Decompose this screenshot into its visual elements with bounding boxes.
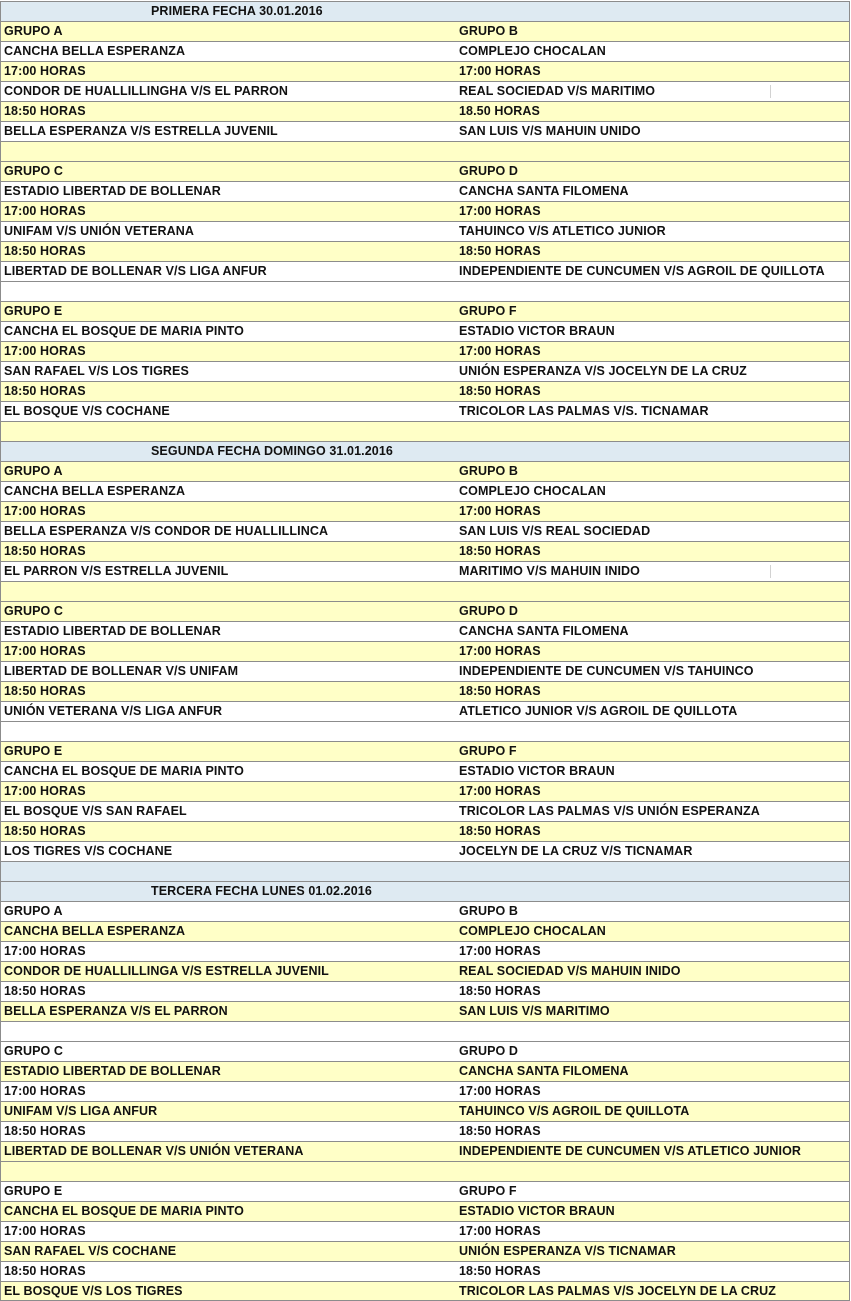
time-label-right: 17:00 HORAS <box>459 644 541 658</box>
match-row <box>0 361 850 381</box>
group-label-right: GRUPO B <box>459 464 519 478</box>
group-label-left: GRUPO E <box>4 304 63 318</box>
time-label-right: 18:50 HORAS <box>459 984 541 998</box>
time-row <box>0 821 850 841</box>
venue-label-right: ESTADIO VICTOR BRAUN <box>459 1204 615 1218</box>
time-row <box>0 341 850 361</box>
match-label-left: EL BOSQUE V/S SAN RAFAEL <box>4 804 187 818</box>
time-label-right: 17:00 HORAS <box>459 204 541 218</box>
match-label-left: CONDOR DE HUALLILLINGHA V/S EL PARRON <box>4 84 289 98</box>
match-row <box>0 801 850 821</box>
group-label-right: GRUPO F <box>459 744 517 758</box>
time-row <box>0 241 850 261</box>
match-label-right: UNIÓN ESPERANZA V/S TICNAMAR <box>459 1244 676 1258</box>
match-label-left: EL BOSQUE V/S LOS TIGRES <box>4 1284 183 1298</box>
venue-label-left: ESTADIO LIBERTAD DE BOLLENAR <box>4 184 221 198</box>
match-label-left: EL PARRON V/S ESTRELLA JUVENIL <box>4 564 229 578</box>
group-label-right: GRUPO D <box>459 604 519 618</box>
match-label-right: REAL SOCIEDAD V/S MAHUIN INIDO <box>459 964 681 978</box>
match-label-left: BELLA ESPERANZA V/S ESTRELLA JUVENIL <box>4 124 278 138</box>
match-label-right: ATLETICO JUNIOR V/S AGROIL DE QUILLOTA <box>459 704 738 718</box>
group-row <box>0 901 850 921</box>
time-row <box>0 381 850 401</box>
venue-label-right: COMPLEJO CHOCALAN <box>459 484 606 498</box>
fecha-header-row <box>0 1 850 21</box>
match-label-left: LIBERTAD DE BOLLENAR V/S UNIFAM <box>4 664 239 678</box>
time-label-right: 18:50 HORAS <box>459 544 541 558</box>
time-label-left: 17:00 HORAS <box>4 784 86 798</box>
venue-label-left: CANCHA EL BOSQUE DE MARIA PINTO <box>4 324 244 338</box>
spacer-row <box>0 581 850 601</box>
match-label-left: UNIFAM V/S UNIÓN VETERANA <box>4 224 195 238</box>
time-row <box>0 641 850 661</box>
venue-label-right: COMPLEJO CHOCALAN <box>459 924 606 938</box>
match-label-left: EL BOSQUE V/S COCHANE <box>4 404 170 418</box>
venue-row <box>0 41 850 61</box>
match-label-right: SAN LUIS V/S REAL SOCIEDAD <box>459 524 651 538</box>
time-row <box>0 781 850 801</box>
match-row <box>0 121 850 141</box>
spacer-row <box>0 861 850 881</box>
time-label-left: 17:00 HORAS <box>4 504 86 518</box>
time-label-left: 18:50 HORAS <box>4 824 86 838</box>
venue-row <box>0 921 850 941</box>
venue-label-left: CANCHA BELLA ESPERANZA <box>4 484 186 498</box>
group-label-left: GRUPO C <box>4 1044 64 1058</box>
time-label-left: 17:00 HORAS <box>4 944 86 958</box>
group-label-left: GRUPO C <box>4 164 64 178</box>
spacer-row <box>0 721 850 741</box>
time-label-right: 18:50 HORAS <box>459 384 541 398</box>
venue-label-right: CANCHA SANTA FILOMENA <box>459 624 629 638</box>
venue-label-right: CANCHA SANTA FILOMENA <box>459 1064 629 1078</box>
time-row <box>0 541 850 561</box>
group-label-right: GRUPO D <box>459 1044 519 1058</box>
fecha-header-row <box>0 881 850 901</box>
venue-label-right: COMPLEJO CHOCALAN <box>459 44 606 58</box>
time-label-left: 18:50 HORAS <box>4 384 86 398</box>
match-row <box>0 1241 850 1261</box>
match-row <box>0 1141 850 1161</box>
venue-label-left: CANCHA BELLA ESPERANZA <box>4 44 186 58</box>
time-label-right: 17:00 HORAS <box>459 944 541 958</box>
group-label-left: GRUPO E <box>4 1184 63 1198</box>
venue-label-left: CANCHA EL BOSQUE DE MARIA PINTO <box>4 1204 244 1218</box>
group-label-right: GRUPO D <box>459 164 519 178</box>
time-label-left: 17:00 HORAS <box>4 1224 86 1238</box>
venue-label-left: CANCHA EL BOSQUE DE MARIA PINTO <box>4 764 244 778</box>
spacer-row <box>0 1161 850 1181</box>
time-label-right: 18:50 HORAS <box>459 1264 541 1278</box>
group-label-left: GRUPO C <box>4 604 64 618</box>
match-label-right: TRICOLOR LAS PALMAS V/S UNIÓN ESPERANZA <box>459 804 760 818</box>
venue-row <box>0 181 850 201</box>
fecha-title: TERCERA FECHA LUNES 01.02.2016 <box>151 884 372 898</box>
match-label-left: UNIÓN VETERANA V/S LIGA ANFUR <box>4 704 223 718</box>
time-row <box>0 941 850 961</box>
cell-gridline-mark <box>770 85 771 98</box>
time-label-left: 18:50 HORAS <box>4 104 86 118</box>
time-label-right: 18:50 HORAS <box>459 1124 541 1138</box>
time-row <box>0 61 850 81</box>
time-label-left: 18:50 HORAS <box>4 1124 86 1138</box>
fecha-title: SEGUNDA FECHA DOMINGO 31.01.2016 <box>151 444 393 458</box>
time-label-left: 17:00 HORAS <box>4 64 86 78</box>
time-label-left: 18:50 HORAS <box>4 544 86 558</box>
spacer-row <box>0 281 850 301</box>
match-label-right: UNIÓN ESPERANZA V/S JOCELYN DE LA CRUZ <box>459 364 747 378</box>
match-label-left: BELLA ESPERANZA V/S EL PARRON <box>4 1004 228 1018</box>
time-row <box>0 681 850 701</box>
time-label-right: 17:00 HORAS <box>459 1224 541 1238</box>
group-row <box>0 1041 850 1061</box>
match-label-left: SAN RAFAEL V/S COCHANE <box>4 1244 177 1258</box>
match-label-right: TRICOLOR LAS PALMAS V/S JOCELYN DE LA CRUZ <box>459 1284 776 1298</box>
group-row <box>0 601 850 621</box>
time-label-right: 17:00 HORAS <box>459 504 541 518</box>
match-label-right: INDEPENDIENTE DE CUNCUMEN V/S AGROIL DE QUILLOTA <box>459 264 825 278</box>
venue-label-right: CANCHA SANTA FILOMENA <box>459 184 629 198</box>
time-row <box>0 101 850 121</box>
spacer-row <box>0 141 850 161</box>
time-row <box>0 1221 850 1241</box>
match-row <box>0 261 850 281</box>
match-label-left: SAN RAFAEL V/S LOS TIGRES <box>4 364 189 378</box>
spacer-row <box>0 421 850 441</box>
match-label-right: SAN LUIS V/S MAHUIN UNIDO <box>459 124 641 138</box>
time-row <box>0 1081 850 1101</box>
time-label-right: 17:00 HORAS <box>459 1084 541 1098</box>
match-label-right: MARITIMO V/S MAHUIN INIDO <box>459 564 640 578</box>
venue-row <box>0 621 850 641</box>
time-label-right: 18.50 HORAS <box>459 104 540 118</box>
match-row <box>0 521 850 541</box>
time-label-left: 18:50 HORAS <box>4 684 86 698</box>
group-label-left: GRUPO A <box>4 904 63 918</box>
group-label-left: GRUPO A <box>4 24 63 38</box>
match-label-left: UNIFAM V/S LIGA ANFUR <box>4 1104 158 1118</box>
time-label-left: 18:50 HORAS <box>4 984 86 998</box>
venue-label-left: CANCHA BELLA ESPERANZA <box>4 924 186 938</box>
match-row <box>0 81 850 101</box>
group-label-right: GRUPO F <box>459 304 517 318</box>
time-label-right: 18:50 HORAS <box>459 824 541 838</box>
group-row <box>0 301 850 321</box>
match-label-left: LIBERTAD DE BOLLENAR V/S UNIÓN VETERANA <box>4 1144 304 1158</box>
match-label-right: SAN LUIS V/S MARITIMO <box>459 1004 610 1018</box>
match-label-right: REAL SOCIEDAD V/S MARITIMO <box>459 84 656 98</box>
venue-label-right: ESTADIO VICTOR BRAUN <box>459 764 615 778</box>
time-label-left: 17:00 HORAS <box>4 344 86 358</box>
time-row <box>0 1121 850 1141</box>
group-row <box>0 161 850 181</box>
match-label-right: INDEPENDIENTE DE CUNCUMEN V/S TAHUINCO <box>459 664 754 678</box>
match-label-left: BELLA ESPERANZA V/S CONDOR DE HUALLILLINCA <box>4 524 329 538</box>
time-label-left: 17:00 HORAS <box>4 644 86 658</box>
venue-label-left: ESTADIO LIBERTAD DE BOLLENAR <box>4 624 221 638</box>
venue-row <box>0 1061 850 1081</box>
match-label-right: JOCELYN DE LA CRUZ V/S TICNAMAR <box>459 844 693 858</box>
venue-row <box>0 481 850 501</box>
time-label-right: 18:50 HORAS <box>459 684 541 698</box>
fecha-header-row <box>0 441 850 461</box>
match-label-left: CONDOR DE HUALLILLINGA V/S ESTRELLA JUVENIL <box>4 964 329 978</box>
group-row <box>0 461 850 481</box>
group-row <box>0 741 850 761</box>
group-row <box>0 21 850 41</box>
time-label-left: 17:00 HORAS <box>4 1084 86 1098</box>
match-row <box>0 841 850 861</box>
time-row <box>0 1261 850 1281</box>
time-label-left: 18:50 HORAS <box>4 244 86 258</box>
venue-row <box>0 321 850 341</box>
time-label-right: 17:00 HORAS <box>459 784 541 798</box>
group-label-right: GRUPO B <box>459 904 519 918</box>
match-row <box>0 401 850 421</box>
spacer-row <box>0 1021 850 1041</box>
group-label-right: GRUPO F <box>459 1184 517 1198</box>
fecha-title: PRIMERA FECHA 30.01.2016 <box>151 4 323 18</box>
time-row <box>0 981 850 1001</box>
time-label-left: 17:00 HORAS <box>4 204 86 218</box>
match-row <box>0 1001 850 1021</box>
match-row <box>0 661 850 681</box>
group-label-left: GRUPO A <box>4 464 63 478</box>
group-row <box>0 1181 850 1201</box>
match-label-left: LIBERTAD DE BOLLENAR V/S LIGA ANFUR <box>4 264 267 278</box>
time-label-left: 18:50 HORAS <box>4 1264 86 1278</box>
venue-row <box>0 761 850 781</box>
time-row <box>0 201 850 221</box>
match-row <box>0 701 850 721</box>
match-row <box>0 1281 850 1301</box>
venue-row <box>0 1201 850 1221</box>
match-row <box>0 221 850 241</box>
venue-label-left: ESTADIO LIBERTAD DE BOLLENAR <box>4 1064 221 1078</box>
match-label-right: TAHUINCO V/S AGROIL DE QUILLOTA <box>459 1104 690 1118</box>
match-label-right: TRICOLOR LAS PALMAS V/S. TICNAMAR <box>459 404 709 418</box>
time-label-right: 17:00 HORAS <box>459 344 541 358</box>
match-label-right: TAHUINCO V/S ATLETICO JUNIOR <box>459 224 666 238</box>
match-row <box>0 961 850 981</box>
match-label-left: LOS TIGRES V/S COCHANE <box>4 844 173 858</box>
venue-label-right: ESTADIO VICTOR BRAUN <box>459 324 615 338</box>
time-row <box>0 501 850 521</box>
match-row <box>0 561 850 581</box>
group-label-right: GRUPO B <box>459 24 519 38</box>
time-label-right: 18:50 HORAS <box>459 244 541 258</box>
group-label-left: GRUPO E <box>4 744 63 758</box>
time-label-right: 17:00 HORAS <box>459 64 541 78</box>
match-row <box>0 1101 850 1121</box>
match-label-right: INDEPENDIENTE DE CUNCUMEN V/S ATLETICO JUNIOR <box>459 1144 802 1158</box>
cell-gridline-mark <box>770 565 771 578</box>
